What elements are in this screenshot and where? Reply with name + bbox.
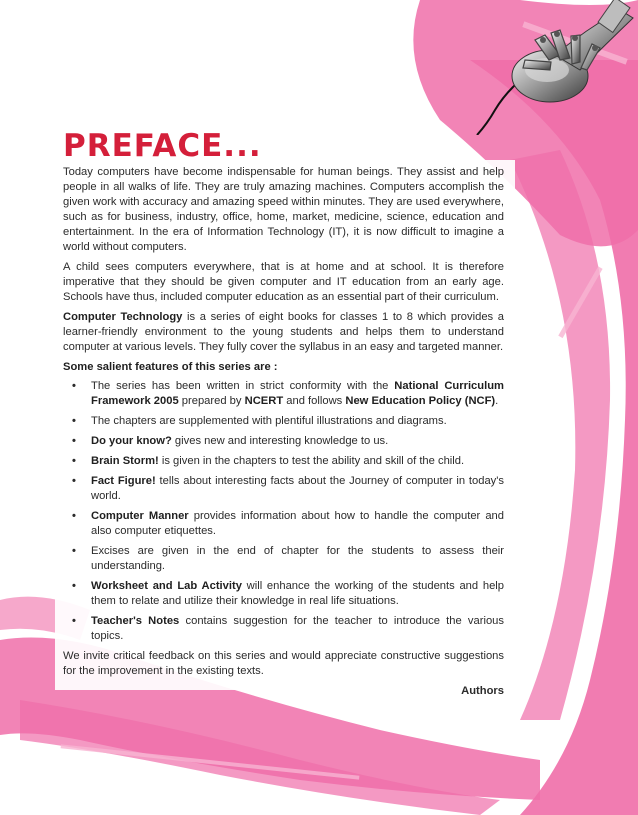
bullet-icon: • <box>72 510 76 522</box>
bullet-icon: • <box>72 545 76 557</box>
feature-item: • Excises are given in the end of chapter for the students to assess their understanding. <box>72 545 504 572</box>
signature: Authors <box>461 685 504 697</box>
intro-paragraph-1: Today computers have become indispensable for human beings. They assist and help people in all walks of life. They are truly amazing machines. Computers accomplish the given work with accuracy and amazing speed within minutes. They are used everywhere, such as for business, industry, office, home, market, medicine, science, education and entertainment. In the era of Information Technology (IT), it is now difficult to imagine a world without computers. <box>63 166 504 253</box>
feature-item: • Fact Figure! tells about interesting facts about the Journey of computer in today's world. <box>72 475 504 502</box>
preface-body <box>63 165 504 699</box>
series-name: Computer Technology <box>63 311 183 323</box>
feature-item: • Worksheet and Lab Activity will enhance the working of the students and help them to relate and utilize their knowledge in real life situations. <box>72 580 504 607</box>
series-paragraph: Computer Technology is a series of eight books for classes 1 to 8 which provides a learner-friendly environment to the young students and helps them to understand computer at various levels. They fully cover the syllabus in an easy and targeted manner. <box>63 311 504 353</box>
intro-paragraph-2: A child sees computers everywhere, that is at home and at school. It is therefore imperative that they should be given computer and IT education from an early age. Schools have thus, included computer education as an essential part of their curriculum. <box>63 261 504 303</box>
bullet-icon: • <box>72 455 76 467</box>
bullet-icon: • <box>72 475 76 487</box>
page-title: PREFACE... <box>63 128 262 164</box>
feature-item: • Do your know? gives new and interesting knowledge to us. <box>72 435 389 447</box>
bullet-icon: • <box>72 380 76 392</box>
closing-paragraph: We invite critical feedback on this series and would appreciate constructive suggestions for the improvement in the existing texts. <box>63 650 504 677</box>
features-list <box>63 379 504 644</box>
bullet-icon: • <box>72 435 76 447</box>
bullet-icon: • <box>72 580 76 592</box>
feature-item: • Teacher's Notes contains suggestion for the teacher to introduce the various topics. <box>72 615 504 642</box>
bullet-icon: • <box>72 415 76 427</box>
features-heading: Some salient features of this series are : <box>63 361 278 373</box>
feature-item: • The series has been written in strict conformity with the National Curriculum Framework 2005 prepared by NCERT and follows New Education Policy (NCF). <box>72 380 504 407</box>
bullet-icon: • <box>72 615 76 627</box>
feature-item: • Computer Manner provides information about how to handle the computer and also computer etiquettes. <box>72 510 504 537</box>
robot-hand-mouse-illustration <box>455 0 638 135</box>
feature-item: • The chapters are supplemented with plentiful illustrations and diagrams. <box>72 415 447 427</box>
feature-item: • Brain Storm! is given in the chapters to test the ability and skill of the child. <box>72 455 465 467</box>
